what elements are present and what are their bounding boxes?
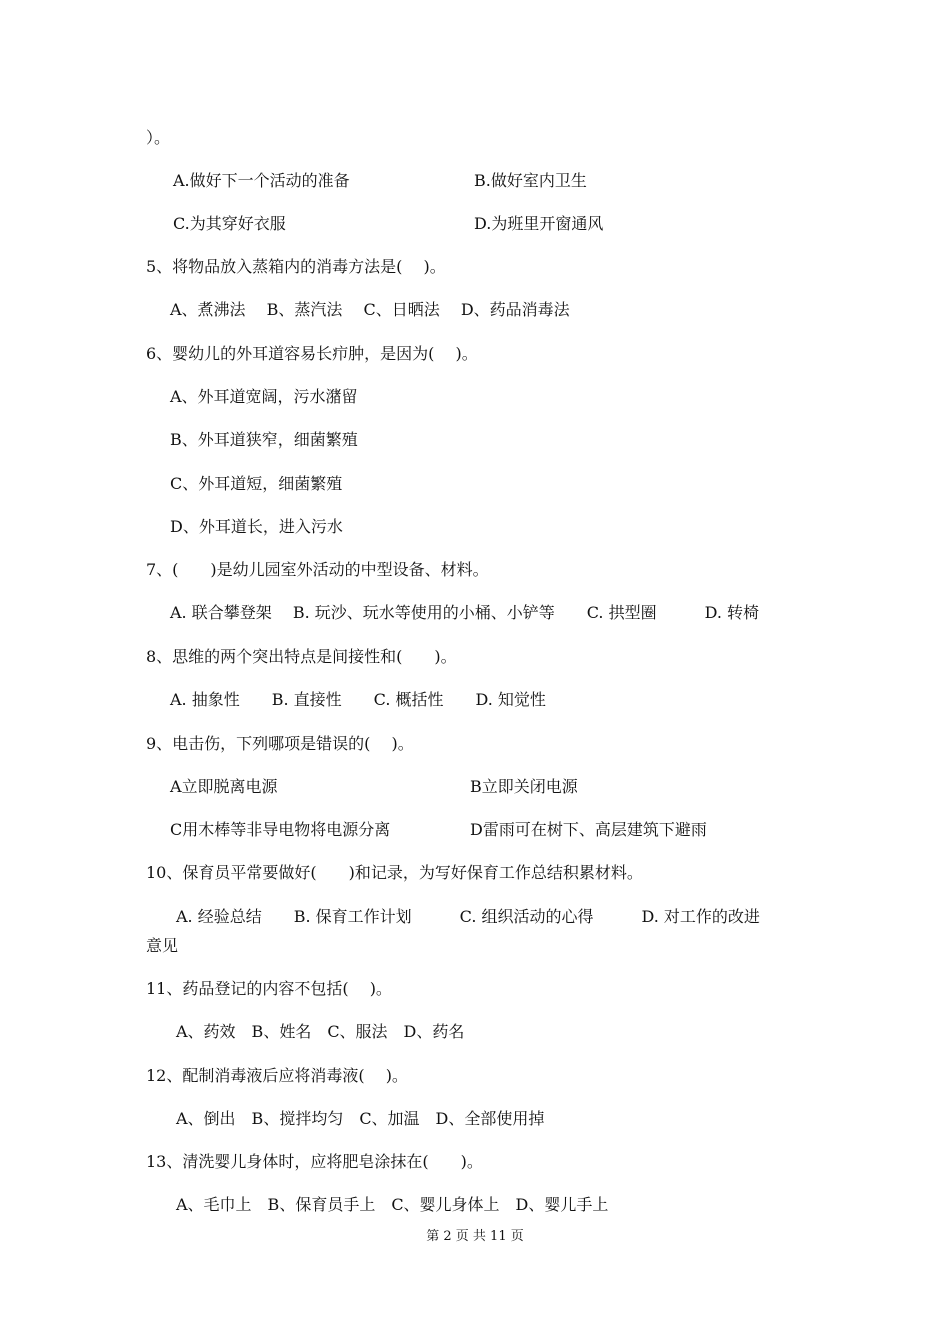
q7-stem: 7、( )是幼儿园室外活动的中型设备、材料。 (146, 560, 489, 579)
q4-option-a: A.做好下一个活动的准备 (173, 171, 350, 190)
q10-options-wrap: 意见 (146, 936, 179, 955)
q4-tail: ）。 (146, 128, 171, 147)
q5-options: A、煮沸法 B、蒸汽法 C、日晒法 D、药品消毒法 (170, 300, 570, 319)
q6-stem: 6、婴幼儿的外耳道容易长疖肿，是因为( )。 (146, 344, 478, 363)
q8-stem: 8、思维的两个突出特点是间接性和( )。 (146, 647, 457, 666)
q9-option-c: C用木棒等非导电物将电源分离 (170, 820, 391, 839)
page-number-footer: 第 2 页 共 11 页 (426, 1229, 524, 1244)
q10-stem: 10、保育员平常要做好( )和记录，为写好保育工作总结积累材料。 (146, 863, 643, 882)
q13-stem: 13、清洗婴儿身体时，应将肥皂涂抹在( )。 (146, 1152, 483, 1171)
q7-options: A. 联合攀登架 B. 玩沙、玩水等使用的小桶、小铲等 C. 拱型圈 D. 转椅 (170, 603, 760, 622)
q6-option-b: B、外耳道狭窄，细菌繁殖 (170, 430, 358, 449)
q12-stem: 12、配制消毒液后应将消毒液( )。 (146, 1066, 408, 1085)
q4-option-d: D.为班里开窗通风 (474, 214, 604, 233)
q8-options: A. 抽象性 B. 直接性 C. 概括性 D. 知觉性 (170, 690, 546, 709)
q5-stem: 5、将物品放入蒸箱内的消毒方法是( )。 (146, 257, 446, 276)
q9-option-b: B立即关闭电源 (470, 777, 578, 796)
q11-stem: 11、药品登记的内容不包括( )。 (146, 979, 392, 998)
q4-option-b: B.做好室内卫生 (474, 171, 587, 190)
q11-options: A、药效 B、姓名 C、服法 D、药名 (176, 1022, 465, 1041)
q6-option-a: A、外耳道宽阔，污水潴留 (170, 387, 358, 406)
q9-option-d: D雷雨可在树下、高层建筑下避雨 (470, 820, 707, 839)
q9-stem: 9、电击伤，下列哪项是错误的( )。 (146, 734, 414, 753)
q6-option-d: D、外耳道长，进入污水 (170, 517, 343, 536)
q13-options: A、毛巾上 B、保育员手上 C、婴儿身体上 D、婴儿手上 (176, 1195, 609, 1214)
q9-option-a: A立即脱离电源 (170, 777, 278, 796)
q12-options: A、倒出 B、搅拌均匀 C、加温 D、全部使用掉 (176, 1109, 545, 1128)
q10-options: A. 经验总结 B. 保育工作计划 C. 组织活动的心得 D. 对工作的改进 (176, 907, 760, 926)
q6-option-c: C、外耳道短，细菌繁殖 (170, 474, 343, 493)
q4-option-c: C.为其穿好衣服 (173, 214, 286, 233)
